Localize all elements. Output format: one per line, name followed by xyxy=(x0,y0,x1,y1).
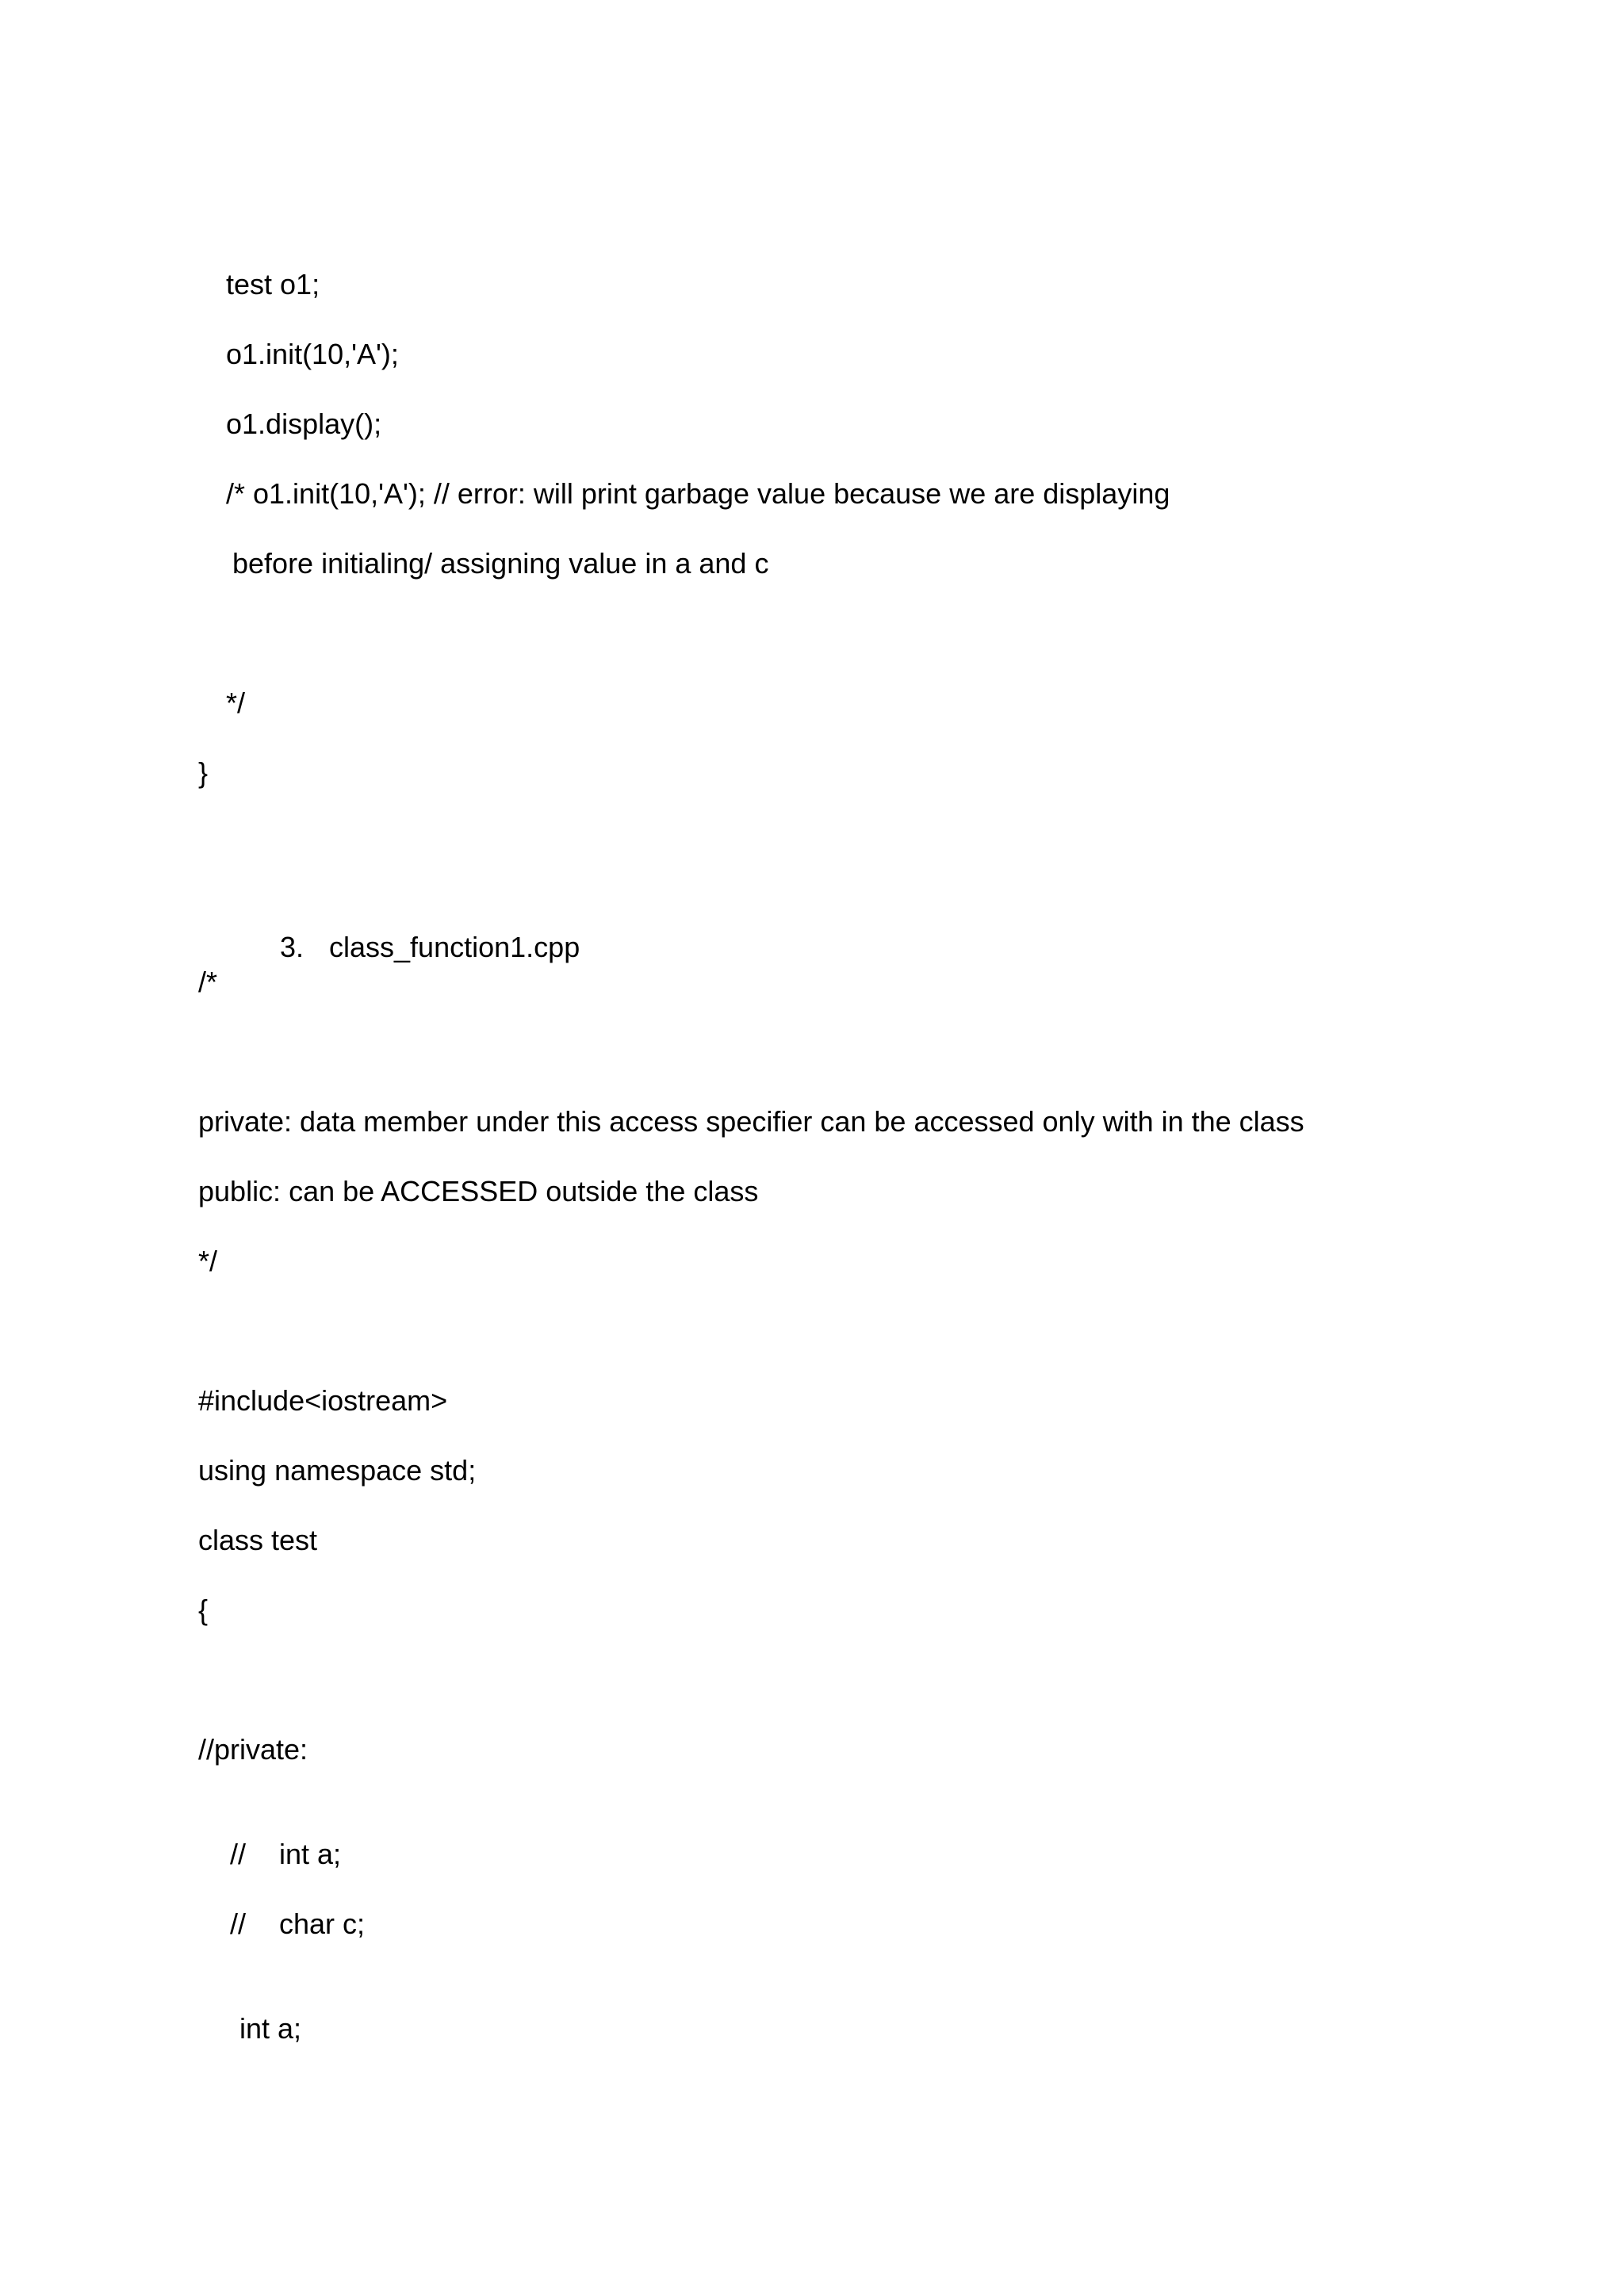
code-comment-line: /* o1.init(10,'A'); // error: will print garbage value because we are displaying xyxy=(226,477,1170,510)
code-brace: { xyxy=(198,1594,209,1626)
comment-prefix: // xyxy=(230,1908,247,1940)
code-comment-end: */ xyxy=(226,687,246,719)
code-comment-line: //private: xyxy=(198,1733,308,1766)
heading-number: 3. xyxy=(280,931,304,963)
comment-text: char c; xyxy=(279,1908,366,1940)
code-line: o1.init(10,'A'); xyxy=(226,338,399,370)
code-comment-line: public: can be ACCESSED outside the class xyxy=(198,1175,759,1207)
code-line: using namespace std; xyxy=(198,1454,477,1487)
code-line: class test xyxy=(198,1524,318,1556)
comment-text: int a; xyxy=(279,1838,342,1870)
code-comment-end: */ xyxy=(198,1245,218,1277)
code-brace: } xyxy=(198,756,209,789)
code-comment-line: private: data member under this access specifier can be accessed only with in the class xyxy=(198,1105,1304,1138)
numbered-heading xyxy=(248,895,580,1000)
code-comment-line: before initialing/ assigning value in a and c xyxy=(232,547,769,580)
code-line: int a; xyxy=(239,2012,302,2045)
code-line: #include<iostream> xyxy=(198,1384,448,1417)
code-line: test o1; xyxy=(226,268,320,300)
comment-prefix: // xyxy=(230,1838,247,1870)
code-comment-line xyxy=(198,1872,365,1976)
code-line: o1.display(); xyxy=(226,408,382,440)
heading-filename: class_function1.cpp xyxy=(329,931,580,963)
code-comment-start: /* xyxy=(198,966,218,998)
